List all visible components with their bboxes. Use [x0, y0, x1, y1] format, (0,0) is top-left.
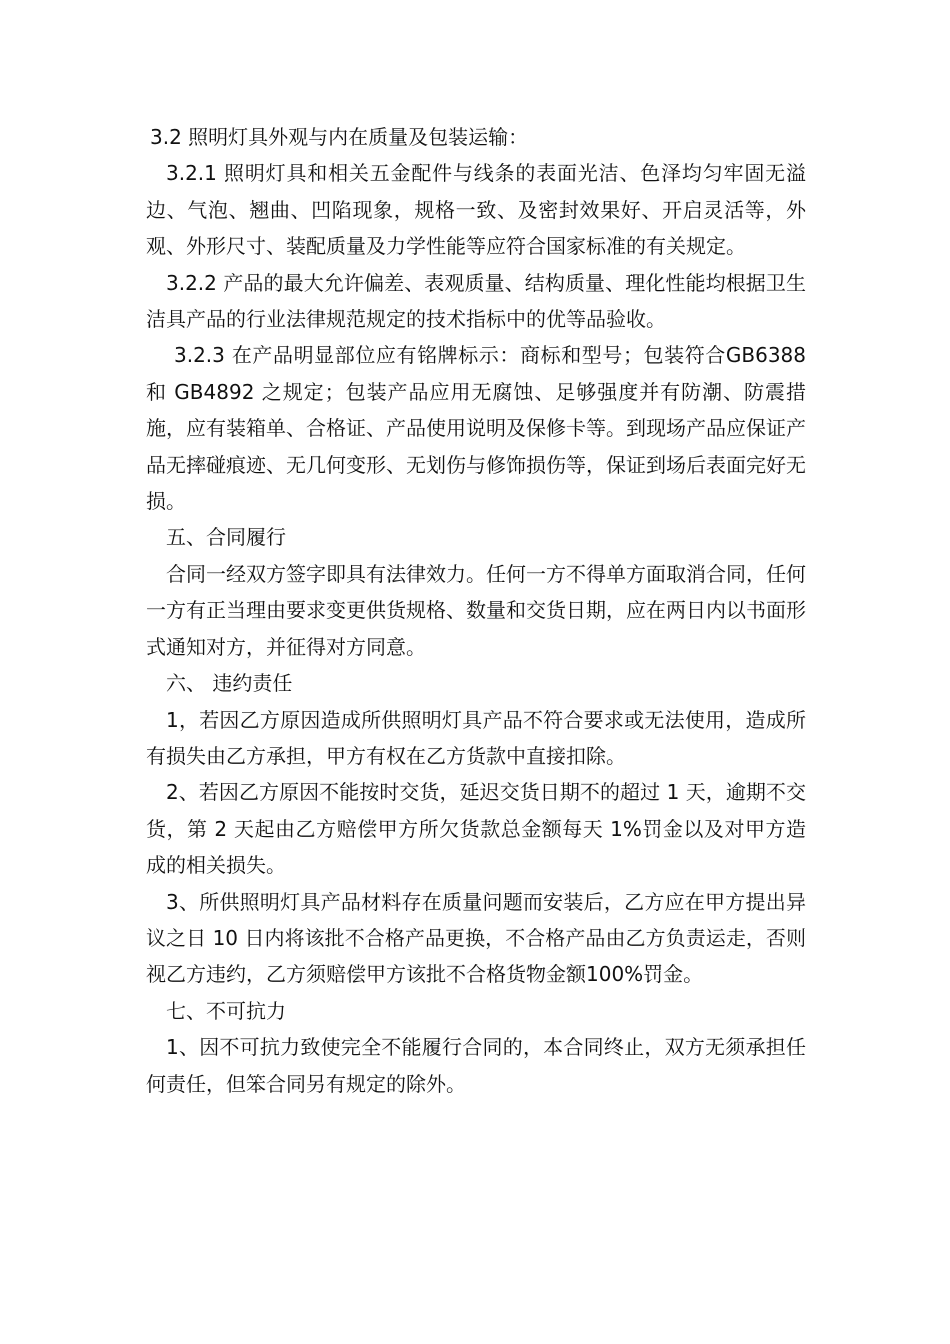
- section-5-body: 合同一经双方签字即具有法律效力。任何一方不得单方面取消合同，任何一方有正当理由要求变更供货规格、数量和交货日期，应在两日内以书面形式通知对方，并征得对方同意。: [146, 561, 806, 659]
- section-7-heading: 七、不可抗力: [166, 998, 286, 1023]
- section-3-2-heading: 3.2 照明灯具外观与内在质量及包装运输：: [150, 125, 529, 149]
- clause-6-2: 2、若因乙方原因不能按时交货，延迟交货日期不的超过 1 天，逾期不交货，第 2 天起由乙方赔偿甲方所欠货款总金额每天 1%罚金以及对甲方造成的相关损失。: [146, 780, 806, 878]
- clause-6-3: 3、所供照明灯具产品材料存在质量问题而安装后，乙方应在甲方提出异议之日 10 日内将该批不合格产品更换，不合格产品由乙方负责运走，否则视乙方违约，乙方须赔偿甲方该批不合格货物金额100%罚金。: [146, 889, 806, 987]
- section-5-heading: 五、合同履行: [166, 525, 286, 550]
- clause-3-2-3: 3.2.3 在产品明显部位应有铭牌标示：商标和型号；包装符合GB6388 和 GB4892 之规定；包装产品应用无腐蚀、足够强度并有防潮、防震措施，应有装箱单、合格证、产品使用说明及保修卡等。到现场产品应保证产品无摔碰痕迹、无几何变形、无划伤与修饰损伤等，保证到场后表面完好无损。: [146, 343, 806, 514]
- clause-6-1: 1，若因乙方原因造成所供照明灯具产品不符合要求或无法使用，造成所有损失由乙方承担，甲方有权在乙方货款中直接扣除。: [146, 707, 806, 768]
- document-body: [146, 119, 806, 1102]
- clause-7-1: 1、因不可抗力致使完全不能履行合同的，本合同终止，双方无须承担任何责任，但笨合同另有规定的除外。: [146, 1035, 806, 1096]
- section-6-heading: 六、 违约责任: [166, 671, 293, 696]
- clause-3-2-1: 3.2.1 照明灯具和相关五金配件与线条的表面光洁、色泽均匀牢固无溢边、气泡、翘曲、凹陷现象，规格一致、及密封效果好、开启灵活等，外观、外形尺寸、装配质量及力学性能等应符合国家标准的有关规定。: [146, 161, 806, 259]
- clause-3-2-2: 3.2.2 产品的最大允许偏差、表观质量、结构质量、理化性能均根据卫生洁具产品的行业法律规范规定的技术指标中的优等品验收。: [146, 270, 806, 332]
